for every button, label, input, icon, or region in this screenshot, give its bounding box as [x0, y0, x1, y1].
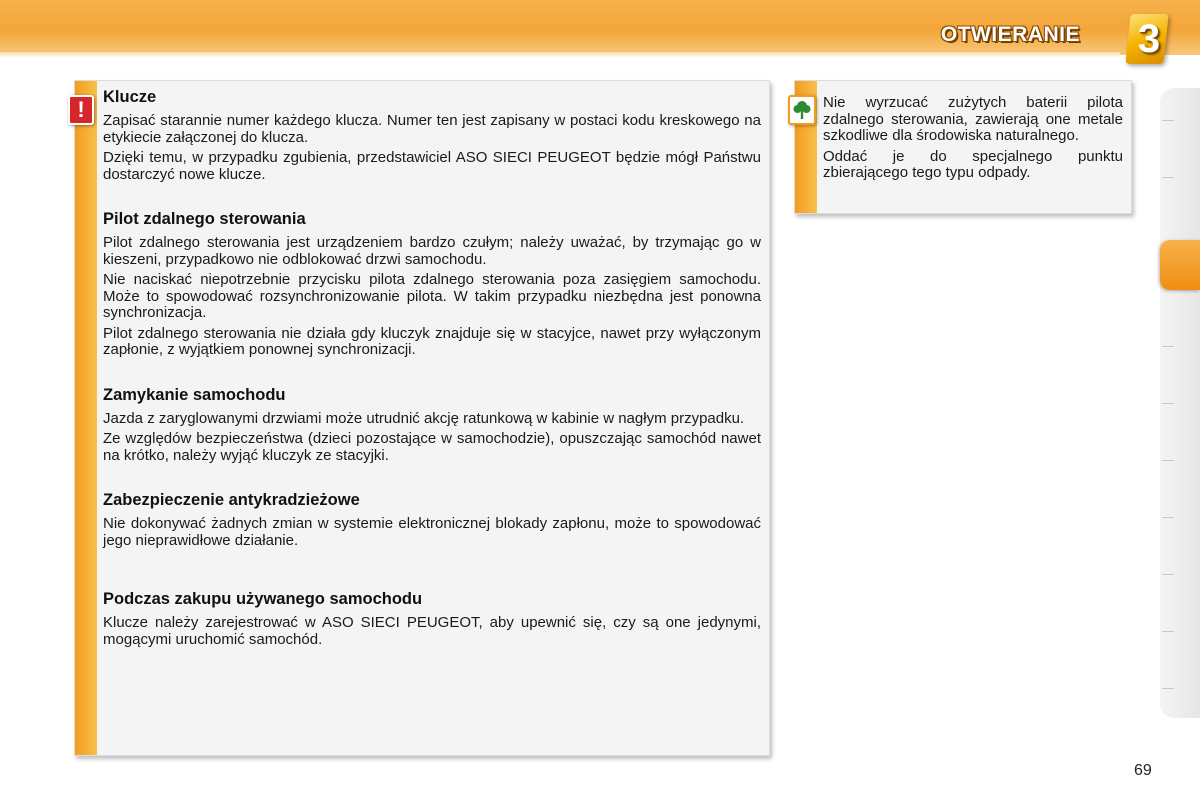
paragraph: Pilot zdalnego sterowania jest urządzeniem bardzo czułym; należy uważać, by trzymając go w kieszeni, przypadkowo nie odblokować drzwi samochodu.	[103, 234, 761, 268]
paragraph: Klucze należy zarejestrować w ASO SIECI PEUGEOT, aby upewnić się, czy są one jedynymi, mogącymi uruchomić samochód.	[103, 614, 761, 648]
paragraph: Ze względów bezpieczeństwa (dzieci pozostające w samochodzie), opuszczając samochód nawet na krótko, należy wyjąć kluczyk ze stacyjki.	[103, 430, 761, 464]
section-title-zamykanie: Zamykanie samochodu	[103, 385, 286, 404]
section-title-zabezpieczenie: Zabezpieczenie antykradzieżowe	[103, 491, 360, 509]
paragraph: Nie dokonywać żadnych zmian w systemie elektronicznej blokady zapłonu, może to spowodować jego nieprawidłowe działanie.	[103, 515, 761, 549]
section-title-zakup: Podczas zakupu używanego samochodu	[103, 590, 423, 608]
tab-divider	[1162, 631, 1174, 632]
warning-icon: !	[68, 95, 94, 125]
tab-divider	[1162, 517, 1174, 518]
page-number: 69	[1134, 762, 1152, 779]
tab-divider	[1162, 403, 1174, 404]
warning-box-content	[103, 85, 761, 648]
warning-box	[74, 80, 770, 756]
header-band-fade	[0, 52, 1120, 58]
tab-divider	[1162, 688, 1174, 689]
tree-icon-graphic	[790, 97, 814, 123]
paragraph: Nie naciskać niepotrzebnie przycisku pilota zdalnego sterowania poza zasięgiem samochodu. Może to spowodować rozsynchronizowanie pilota. W takim przypadku niezbędna jest ponowna synchronizacja.	[103, 271, 761, 321]
chapter-number: 3	[1137, 17, 1161, 61]
tree-icon	[788, 95, 816, 125]
eco-box	[794, 80, 1132, 214]
tab-divider	[1162, 574, 1174, 575]
paragraph: Nie wyrzucać zużytych baterii pilota zdalnego sterowania, zawierają one metale szkodliwe dla środowiska naturalnego.	[823, 94, 1123, 144]
section-title-pilot: Pilot zdalnego sterowania	[103, 210, 306, 228]
tab-divider	[1162, 120, 1174, 121]
section-title-klucze: Klucze	[103, 88, 157, 106]
tab-divider	[1162, 346, 1174, 347]
paragraph: Pilot zdalnego sterowania nie działa gdy kluczyk znajduje się w stacyjce, nawet przy wyłączonym zapłonie, z wyjątkiem ponownej synchronizacji.	[103, 324, 761, 358]
eco-box-content	[823, 95, 1123, 182]
chapter-tab-active[interactable]	[1160, 240, 1200, 290]
paragraph: Jazda z zaryglowanymi drzwiami może utrudnić akcję ratunkową w kabinie w nagłym przypadku.	[103, 409, 745, 427]
tab-divider	[1162, 460, 1174, 461]
paragraph: Dzięki temu, w przypadku zgubienia, przedstawiciel ASO SIECI PEUGEOT będzie mógł Państwu dostarczyć nowe klucze.	[103, 149, 761, 183]
warning-box-stripe	[75, 81, 97, 755]
paragraph: Zapisać starannie numer każdego klucza. Numer ten jest zapisany w postaci kodu kreskowego na etykiecie załączonej do klucza.	[103, 112, 761, 146]
tab-divider	[1162, 177, 1174, 178]
paragraph: Oddać je do specjalnego punktu zbierającego tego typu odpady.	[823, 147, 1123, 181]
chapter-title: OTWIERANIE	[940, 23, 1080, 46]
